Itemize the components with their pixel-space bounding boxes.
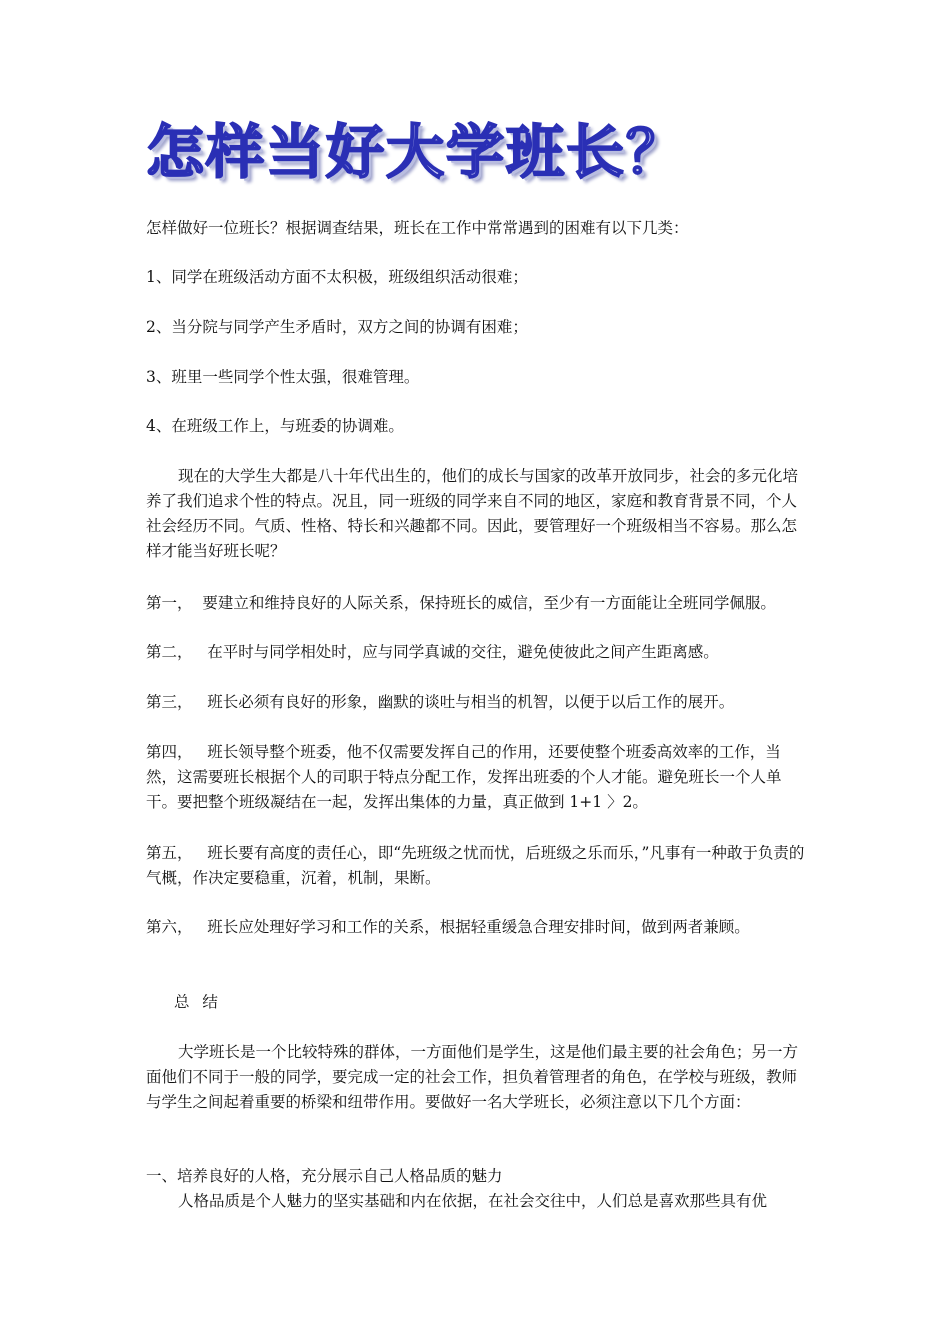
section-1-text: 人格品质是个人魅力的坚实基础和内在依据，在社会交往中，人们总是喜欢那些具有优 <box>178 1192 768 1210</box>
summary-heading: 总 结 <box>174 993 222 1011</box>
background-paragraph: 现在的大学生大都是八十年代出生的，他们的成长与国家的改革开放同步，社会的多元化培养了我们追求个性的特点。况且，同一班级的同学来自不同的地区，家庭和教育背景不同，个人社会经历不同。气质、性格、特长和兴趣都不同。因此，要管理好一个班级相当不容易。那么怎样才能当好班长呢？ <box>146 467 799 560</box>
summary-paragraph: 大学班长是一个比较特殊的群体，一方面他们是学生，这是他们最主要的社会角色；另一方面他们不同于一般的同学，要完成一定的社会工作，担负着管理者的角色，在学校与班级，教师与学生之间起着重要的桥梁和纽带作用。要做好一名大学班长，必须注意以下几个方面： <box>146 1043 799 1111</box>
intro-paragraph: 怎样做好一位班长？根据调查结果，班长在工作中常常遇到的困难有以下几类： <box>146 219 689 237</box>
point-2: 第二， 在平时与同学相处时，应与同学真诚的交往，避免使彼此之间产生距离感。 <box>146 643 719 661</box>
difficulty-item-3: 3、班里一些同学个性太强，很难管理。 <box>146 368 420 386</box>
difficulty-item-1: 1、同学在班级活动方面不太积极，班级组织活动很难； <box>146 268 528 286</box>
difficulty-item-2: 2、当分院与同学产生矛盾时，双方之间的协调有困难； <box>146 318 528 336</box>
difficulty-item-4: 4、在班级工作上，与班委的协调难。 <box>146 417 404 435</box>
document-title: 怎样当好大学班长？ <box>146 118 687 186</box>
point-6: 第六， 班长应处理好学习和工作的关系，根据轻重缓急合理安排时间，做到两者兼顾。 <box>146 918 750 936</box>
section-1-heading: 一、培养良好的人格，充分展示自己人格品质的魅力 <box>146 1167 503 1185</box>
point-4: 第四， 班长领导整个班委，他不仅需要发挥自己的作用，还要使整个班委高效率的工作，当然，这需要班长根据个人的司职于特点分配工作，发挥出班委的个人才能。避免班长一个人单干。要把整个班级凝结在一起，发挥出集体的力量，真正做到 1+1 〉2。 <box>146 743 782 811</box>
point-3: 第三， 班长必须有良好的形象，幽默的谈吐与相当的机智，以便于以后工作的展开。 <box>146 693 735 711</box>
point-1: 第一， 要建立和维持良好的人际关系，保持班长的威信，至少有一方面能让全班同学佩服。 <box>146 594 776 612</box>
point-5: 第五， 班长要有高度的责任心，即“先班级之忧而忧，后班级之乐而乐，”凡事有一种敢于负责的气概，作决定要稳重，沉着，机制，果断。 <box>146 844 805 887</box>
